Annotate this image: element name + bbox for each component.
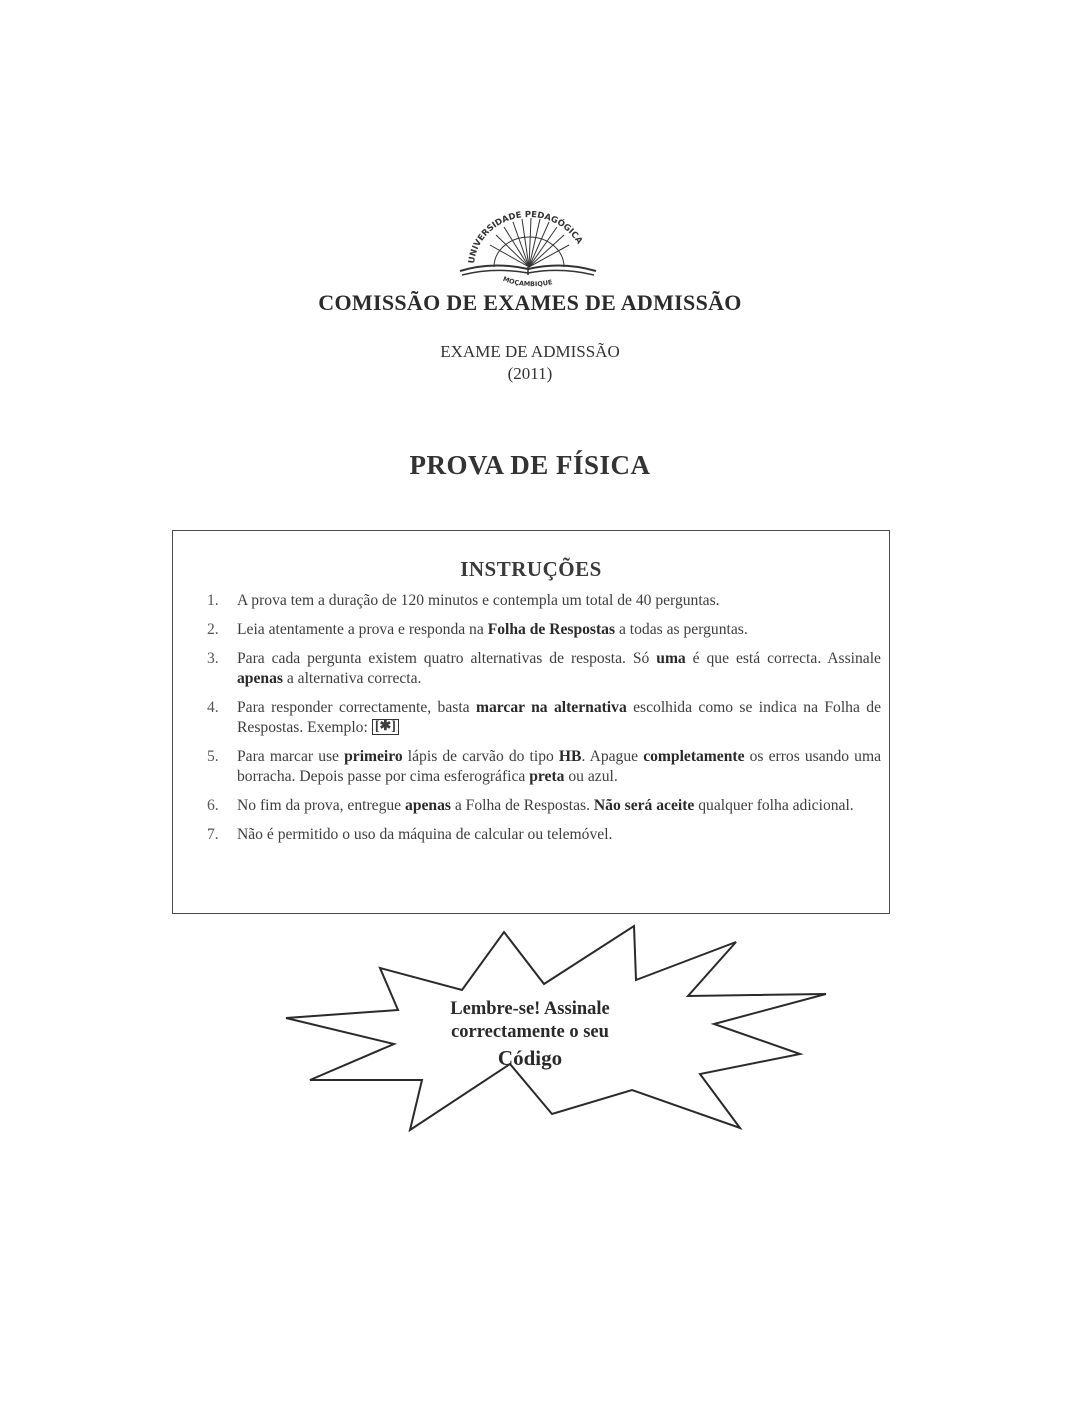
- logo-text-bottom: MOÇAMBIQUE: [501, 274, 554, 289]
- instruction-fragment: é que está correcta. Assinale: [685, 650, 881, 667]
- instructions-list: [203, 591, 881, 854]
- instruction-item: [203, 698, 881, 738]
- instruction-fragment: a alternativa correcta.: [282, 670, 422, 687]
- instruction-text: [237, 621, 748, 638]
- instruction-item: [203, 620, 881, 640]
- instruction-fragment: qualquer folha adicional.: [694, 797, 854, 814]
- instruction-emphasis: completamente: [643, 748, 745, 765]
- instruction-item: [203, 649, 881, 689]
- instruction-emphasis: primeiro: [344, 748, 403, 765]
- instruction-fragment: escolhida como se indica na Folha de Respostas. Exemplo:: [237, 699, 882, 736]
- instruction-item: [203, 796, 881, 816]
- instruction-fragment: ou azul.: [564, 768, 618, 785]
- reminder-text: [380, 998, 680, 1072]
- logo-text-top: UNIVERSIDADE PEDAGÓGICA: [467, 209, 585, 265]
- svg-text:MOÇAMBIQUE: [502, 275, 553, 288]
- instruction-text: [237, 592, 720, 609]
- instruction-number: 2.: [207, 621, 219, 638]
- instruction-emphasis: apenas: [405, 797, 451, 814]
- example-mark: [✱]: [372, 719, 399, 735]
- instruction-fragment: Não é permitido o uso da máquina de calcular ou telemóvel.: [237, 826, 613, 843]
- reminder-line-3: Código: [497, 1046, 563, 1070]
- instruction-fragment: lápis de carvão do tipo: [402, 748, 559, 765]
- reminder-line-1: Lembre-se! Assinale: [450, 999, 610, 1019]
- subject-title: PROVA DE FÍSICA: [409, 450, 651, 480]
- instruction-text: [237, 748, 881, 785]
- instruction-fragment: os erros usando uma borracha. Depois passe por cima esferográfica: [237, 748, 881, 785]
- instruction-fragment: Para marcar use: [237, 748, 345, 765]
- instruction-emphasis: HB: [558, 748, 582, 765]
- instruction-number: 1.: [207, 592, 219, 609]
- commission-title: COMISSÃO DE EXAMES DE ADMISSÃO: [318, 290, 742, 315]
- instruction-emphasis: Não será aceite: [593, 797, 695, 814]
- instruction-number: 7.: [207, 826, 219, 843]
- instruction-emphasis: uma: [656, 650, 686, 667]
- instruction-emphasis: Folha de Respostas: [487, 621, 616, 638]
- exam-year: (2011): [507, 364, 553, 383]
- instruction-number: 5.: [207, 748, 219, 765]
- instruction-number: 4.: [207, 699, 219, 716]
- university-logo: [452, 205, 602, 297]
- instruction-emphasis: marcar na alternativa: [475, 699, 627, 716]
- instruction-fragment: Leia atentamente a prova e responda na: [237, 621, 488, 638]
- instruction-fragment: a todas as perguntas.: [615, 621, 748, 638]
- instruction-fragment: Para responder correctamente, basta: [237, 699, 476, 716]
- instructions-heading: INSTRUÇÕES: [460, 557, 602, 581]
- instruction-item: [203, 825, 881, 845]
- reminder-line-2: correctamente o seu: [451, 1022, 609, 1042]
- instruction-item: [203, 591, 881, 611]
- instruction-number: 6.: [207, 797, 219, 814]
- instruction-fragment: No fim da prova, entregue: [237, 797, 406, 814]
- instruction-number: 3.: [207, 650, 219, 667]
- instruction-fragment: Para cada pergunta existem quatro alternativas de resposta. Só: [237, 650, 657, 667]
- instruction-text: [237, 650, 881, 687]
- instruction-text: [237, 797, 854, 814]
- instruction-text: [237, 699, 881, 736]
- instruction-fragment: A prova tem a duração de 120 minutos e contempla um total de 40 perguntas.: [237, 592, 720, 609]
- instruction-fragment: a Folha de Respostas.: [450, 797, 594, 814]
- instruction-fragment: . Apague: [581, 748, 644, 765]
- instruction-text: [237, 826, 612, 843]
- exam-title: EXAME DE ADMISSÃO: [440, 342, 620, 361]
- instructions-box: [172, 530, 890, 914]
- instruction-emphasis: apenas: [237, 670, 283, 687]
- instruction-item: [203, 747, 881, 787]
- instruction-emphasis: preta: [529, 768, 565, 785]
